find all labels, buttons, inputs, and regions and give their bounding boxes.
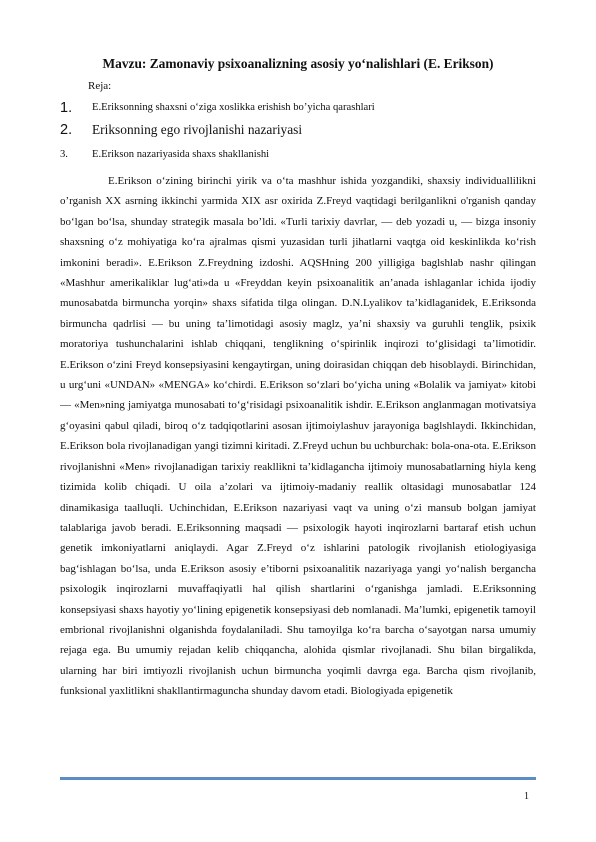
plan-item-text: E.Erikson nazariyasida shaxs shakllanishi	[92, 149, 270, 160]
document-title: Mavzu: Zamonaviy psixoanalizning asosiy yo‘nalishlari (E. Erikson)	[102, 56, 494, 71]
plan-item	[60, 99, 536, 117]
plan-item	[60, 120, 536, 140]
plan-item-text: Eriksonning ego rivojlanishi nazariyasi	[92, 122, 303, 137]
plan-item-text: E.Eriksonning shaxsni o‘ziga xoslikka erishish bo’yicha qarashlari	[92, 102, 375, 113]
plan-item-number: 3.	[60, 149, 68, 160]
footer-divider	[60, 777, 536, 780]
plan-list-item-2-container	[60, 120, 536, 140]
body-paragraph: E.Erikson o‘zining birinchi yirik va o‘ta mashhur ishida yozgandiki, shaxsiy individuallilikni o’rganish XX asrning ikkinchi yarmida XIX asr oxirida Z.Freyd vaqtidagi berilganlikni o'rganish qanday bo‘lgan bo‘lsa, shunday strategik masala bo’ldi. «Turli tarixiy davrlar, — deb yozadi u, — bizga insoniy shaxsning o‘z mohiyatiga ko‘ra ajralmas qismi yuzasidan turli jihatlarni vaqtga oid keskinlikda ko‘rish imkonini beradi». E.Erikson Z.Freydning izdoshi. AQSHning 200 yilligiga baglshlab nashr qilingan «Mashhur amerikaliklar lug‘ati»da u «Freyddan keyin psixoanalitik an’anada ishlaganlar ichida ijodiy munosabatda birmuncha yorqin» shaxs sifatida tilga olingan. D.N.Lyalikov ta’kidlaganidek, E.Eriksonda birmuncha qadrlisi — bu uning ta’limotidagi asosiy maglz, ya’ni shaxsiy va guruhli tenglik, psixik moratoriya tushunchalarini ishlab chiqqani, tenglikning o‘spirinlik inqirozi to‘glisidagi ta’limotidir. E.Erikson o‘zini Freyd konsepsiyasini kengaytirgan, uning doirasidan chiqqan deb hisoblaydi. Birinchidan, u urg‘uni «UNDAN» «MENGA» ko‘chirdi. E.Erikson so‘zlari bo‘yicha uning «Bolalik va jamiyat» kitobi — «Men»ning jamiyatga munosabati to‘g‘risidagi psixoanalitik ishdir. E.Erikson anglanmagan motivatsiya g‘oyasini qabul qiladi, biroq o‘z tadqiqotlarini asosan ijtimoiylashuv jarayoniga baglshlaydi. Ikkinchidan, E.Erikson bola rivojlanadigan yangi tizimni kiritadi. Z.Freyd uchun bu uchburchak: bola-ona-ota. E.Erikson rivojlanishni «Men» rivojlanadigan tarixiy reakllikni ta’kidlagancha ijtimoiy munosabatlarning hiyla keng tizimida kolib chiqadi. U oila a’zolari va ijtimoiy-madaniy reallik oltasidagi munosabatlar 124 dinamikasiga taalluqli. Uchinchidan, E.Erikson nazariyasi vaqt va uning o‘zi mansub bolgan jamiyat talablariga javob beradi. E.Eriksonning maqsadi — psixologik hayoti inqirozlarni bartaraf etish uchun genetik imkoniyatlarni aniqlaydi. Agar Z.Freyd o‘z ishlarini patologik rivojlanish etiologiyasiga bag‘ishlagan bo‘lsa, unda E.Erikson asosiy e’tiborni psixoanalitik nazariyaga yangi yo‘nalish bergancha psixologik inqirozlarni muvaffaqiyatli hal qilish shartlarini o‘rganishga jamladi. E.Eriksonning konsepsiyasi shaxs hayotiy yo‘lining epigenetik konsepsiyasi deb nomlanadi. Ma’lumki, epigenetik tamoyil embrional rivojlanishni olganishda foydalaniladi. Shu tamoyilga ko‘ra barcha o‘sayotgan narsa umumiy rejaga ega. Bu umumiy rejadan kelib chiqqancha, alohida qismlar rivojlanadi. Shu bilan birgalikda, ularning har biri imtiyozli rivojlanish uchun birmuncha yoqimli davrga ega. Barcha qism rivojlanib, funksional yaxlitlikni shakllantirmaguncha shunday davom etadi. Biologiyada epigenetik	[60, 175, 536, 698]
page-number: 1	[524, 791, 529, 802]
plan-item	[60, 147, 536, 163]
plan-item-number: 1.	[60, 100, 73, 116]
plan-list-item-1-container	[60, 99, 536, 117]
plan-item-number: 2.	[60, 122, 73, 138]
plan-list-item-3-container	[60, 147, 536, 163]
plan-heading: Reja:	[88, 80, 112, 92]
